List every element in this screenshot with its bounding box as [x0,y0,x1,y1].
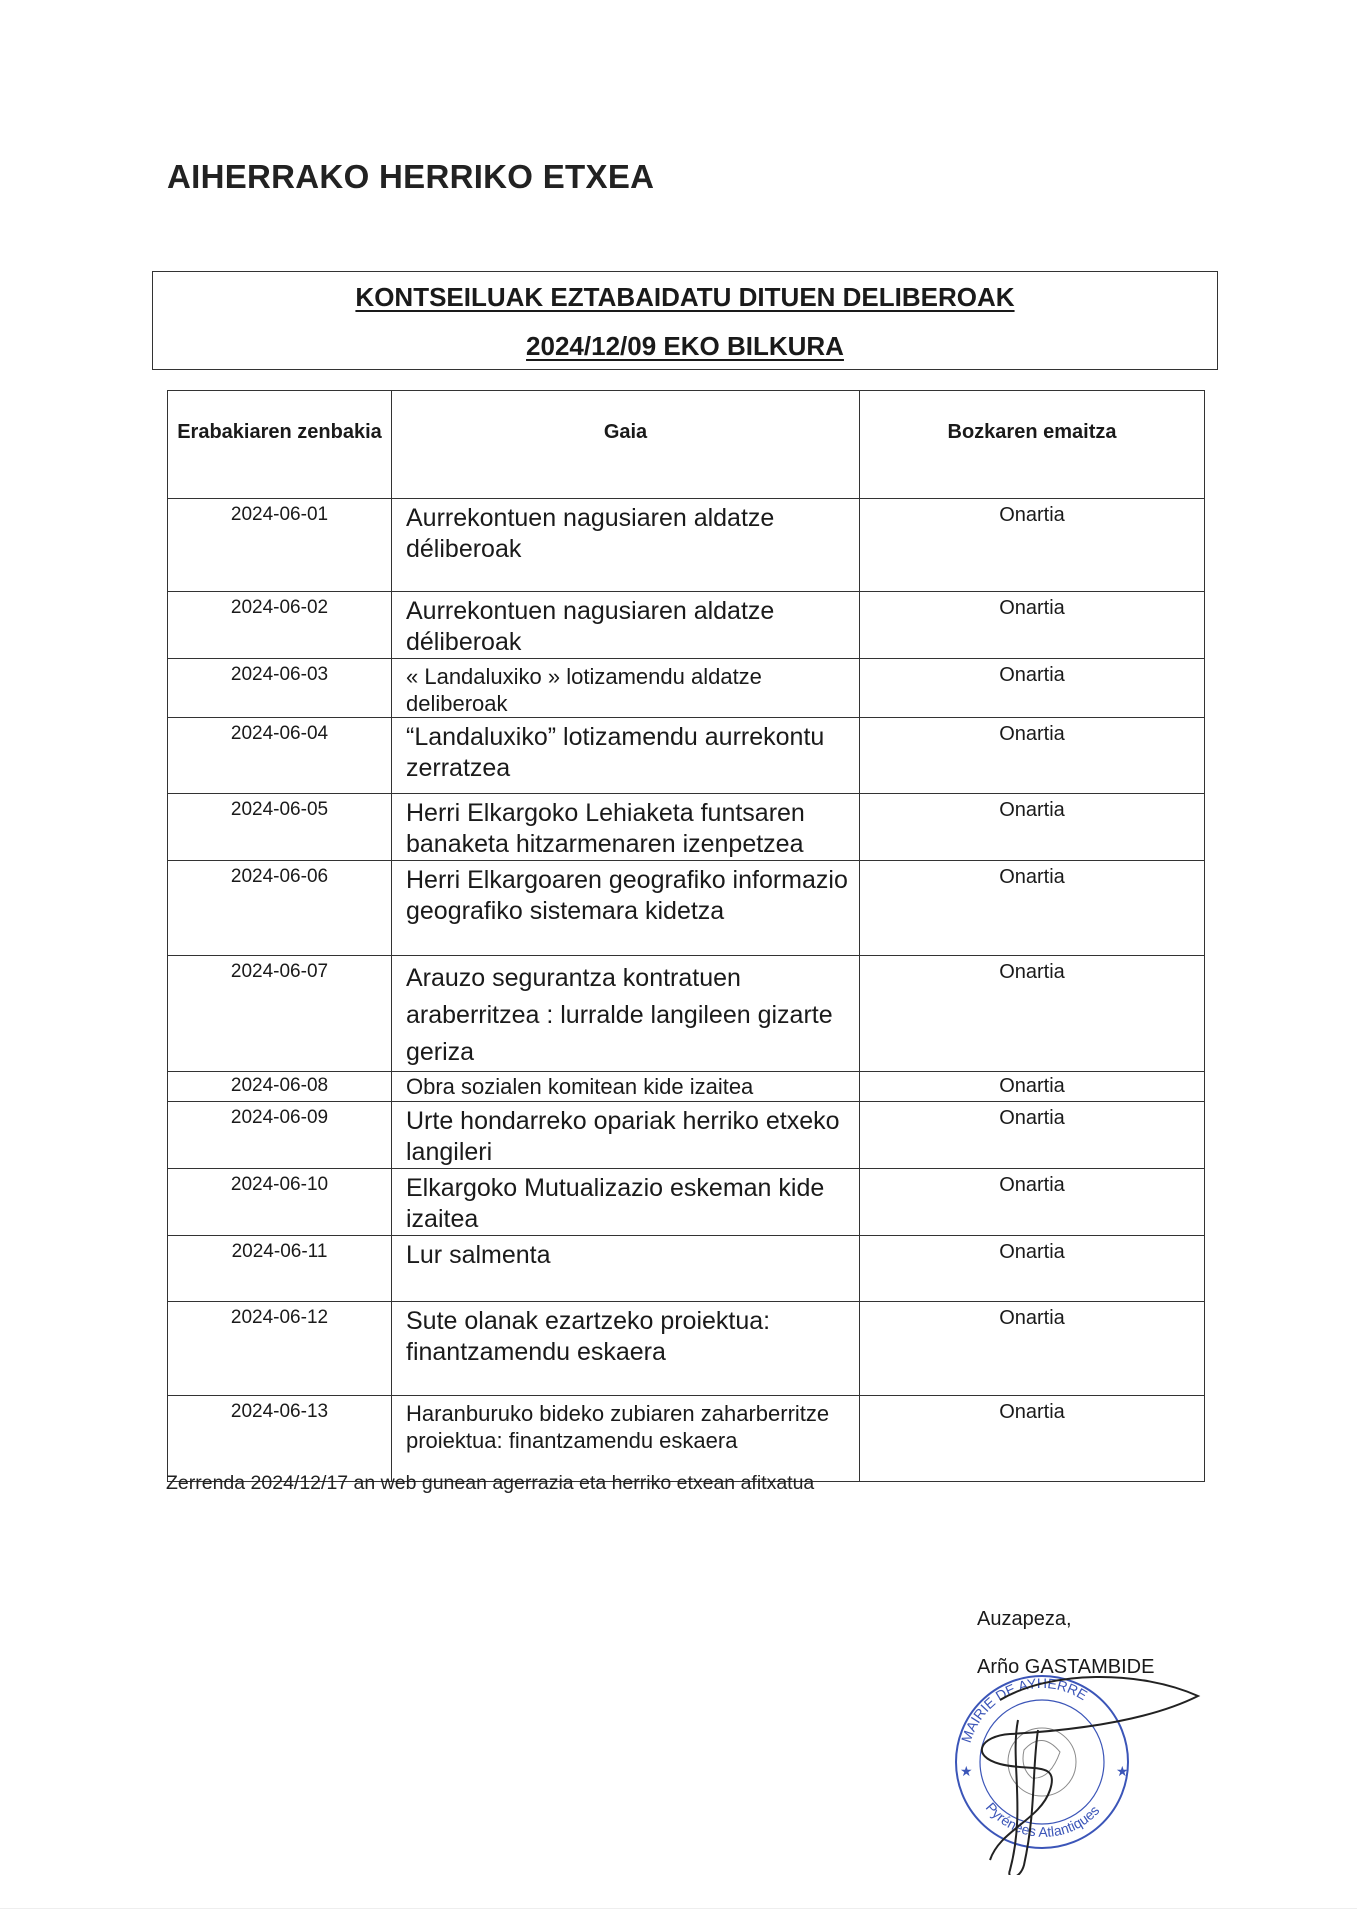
deliberations-table [167,390,1205,1482]
decision-number: 2024-06-02 [168,592,392,659]
table-row [168,1302,1205,1396]
signatory-name: Arño GASTAMBIDE [977,1656,1155,1678]
vote-result: Onartia [860,499,1205,592]
decision-subject: « Landaluxiko » lotizamendu aldatze deliberoak [392,659,860,718]
decision-number: 2024-06-06 [168,861,392,956]
table-row [168,956,1205,1072]
svg-text:★: ★ [1116,1763,1129,1779]
decision-number: 2024-06-03 [168,659,392,718]
decision-subject: Haranburuko bideko zubiaren zaharberritze proiektua: finantzamendu eskaera [392,1396,860,1482]
vote-result: Onartia [860,861,1205,956]
decision-subject: Herri Elkargoaren geografiko informazio geografiko sistemara kidetza [392,861,860,956]
decision-subject: Elkargoko Mutualizazio eskeman kide izaitea [392,1169,860,1236]
table-row [168,1396,1205,1482]
vote-result: Onartia [860,592,1205,659]
decision-number: 2024-06-05 [168,794,392,861]
vote-result: Onartia [860,1102,1205,1169]
decision-subject: Urte hondarreko opariak herriko etxeko langileri [392,1102,860,1169]
svg-text:★: ★ [960,1763,973,1779]
decision-number: 2024-06-12 [168,1302,392,1396]
decision-subject: Obra sozialen komitean kide izaitea [392,1072,860,1102]
decision-subject: “Landaluxiko” lotizamendu aurrekontu zerratzea [392,718,860,794]
vote-result: Onartia [860,659,1205,718]
decision-subject: Sute olanak ezartzeko proiektua: finantzamendu eskaera [392,1302,860,1396]
table-row [168,1102,1205,1169]
vote-result: Onartia [860,1302,1205,1396]
decision-number: 2024-06-11 [168,1236,392,1302]
header-session-date: 2024/12/09 EKO BILKURA [526,331,844,361]
vote-result: Onartia [860,794,1205,861]
table-row [168,659,1205,718]
table-row [168,1236,1205,1302]
table-row [168,794,1205,861]
vote-result: Onartia [860,1396,1205,1482]
vote-result: Onartia [860,1169,1205,1236]
decision-subject: Lur salmenta [392,1236,860,1302]
vote-result: Onartia [860,1072,1205,1102]
column-header-subject: Gaia [392,391,860,499]
column-header-result: Bozkaren emaitza [860,391,1205,499]
page-bottom-rule [0,1908,1357,1909]
decision-subject: Arauzo segurantza kontratuen araberritzea : lurralde langileen gizarte geriza [392,956,860,1072]
decision-number: 2024-06-08 [168,1072,392,1102]
stamp-text-top: MAIRIE DE AYHERRE [957,1674,1091,1745]
decision-number: 2024-06-07 [168,956,392,1072]
publication-note: Zerrenda 2024/12/17 an web gunean agerrazia eta herriko etxean afitxatua [166,1472,815,1494]
vote-result: Onartia [860,956,1205,1072]
decision-number: 2024-06-13 [168,1396,392,1482]
decision-subject: Aurrekontuen nagusiaren aldatze déliberoak [392,592,860,659]
decision-number: 2024-06-09 [168,1102,392,1169]
vote-result: Onartia [860,1236,1205,1302]
mairie-stamp-with-signature [940,1660,1210,1875]
table-row [168,592,1205,659]
header-title: KONTSEILUAK EZTABAIDATU DITUEN DELIBEROAK [355,282,1015,312]
table-row [168,718,1205,794]
decision-subject: Aurrekontuen nagusiaren aldatze déliberoak [392,499,860,592]
column-header-number: Erabakiaren zenbakia [168,391,392,499]
table-row [168,499,1205,592]
signatory-role: Auzapeza, [977,1608,1072,1630]
decision-number: 2024-06-01 [168,499,392,592]
decision-subject: Herri Elkargoko Lehiaketa funtsaren banaketa hitzarmenaren izenpetzea [392,794,860,861]
table-row [168,1072,1205,1102]
header-box [152,271,1218,370]
decision-number: 2024-06-10 [168,1169,392,1236]
decision-number: 2024-06-04 [168,718,392,794]
stamp-text-bottom: Pyrénées Atlantiques [982,1799,1103,1840]
table-row [168,1169,1205,1236]
vote-result: Onartia [860,718,1205,794]
table-header-row [168,391,1205,499]
page-title: AIHERRAKO HERRIKO ETXEA [167,158,655,195]
table-row [168,861,1205,956]
